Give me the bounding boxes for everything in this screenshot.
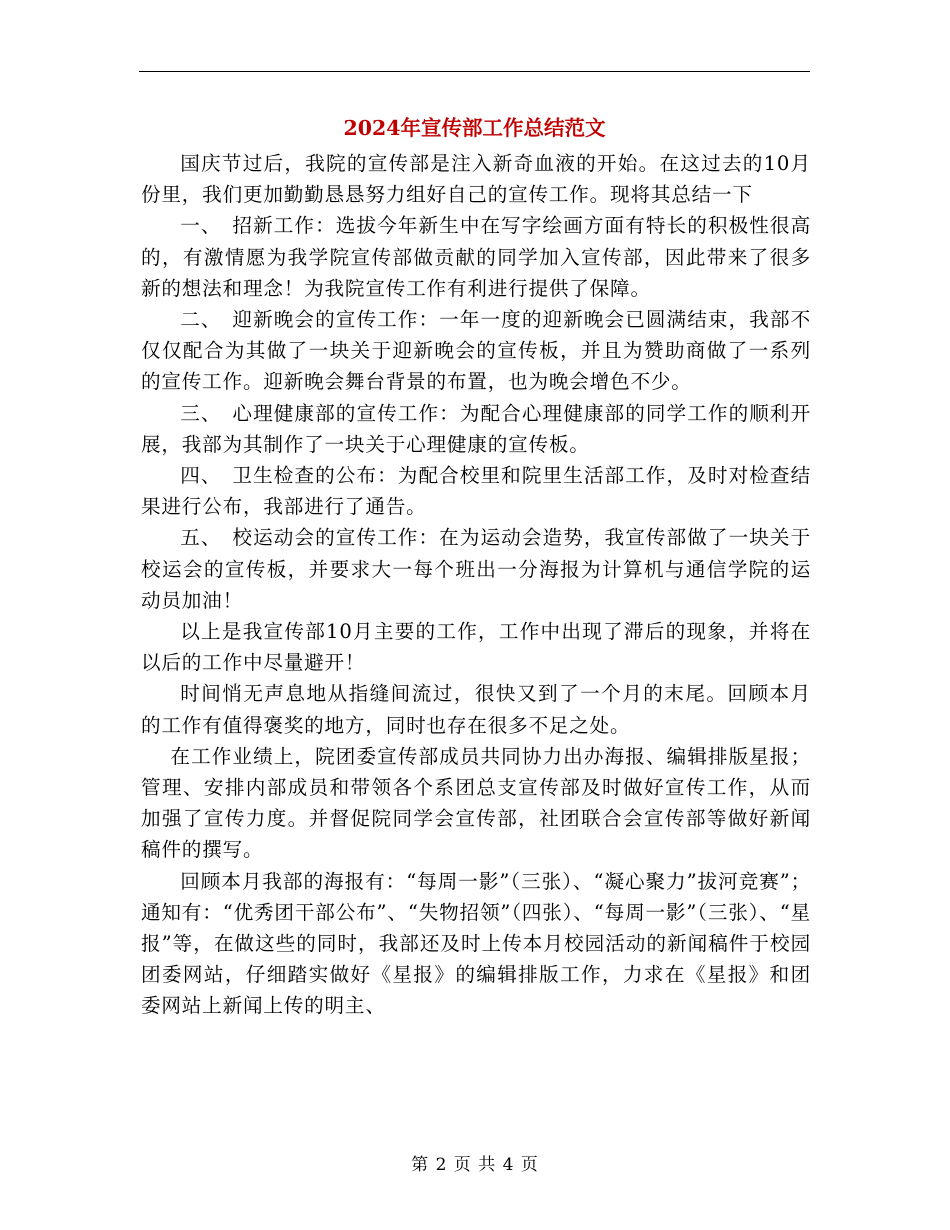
paragraph-item-4: 四、 卫生检查的公布：为配合校里和院里生活部工作，及时对检查结果进行公布，我部进行了通告。: [141, 464, 811, 519]
paragraph-review: 时间悄无声息地从指缝间流过，很快又到了一个月的末尾。回顾本月的工作有值得褒奖的地方，同时也存在很多不足之处。: [141, 682, 811, 737]
paragraph-posters: 回顾本月我部的海报有：“每周一影”（三张）、“凝心聚力”拔河竞赛”；通知有：“优秀团干部公布”、“失物招领”（四张）、“每周一影”（三张）、“星报”等，在做这些的同时，我部还及时上传本月校园活动的新闻稿件于校园团委网站，仔细踏实做好《星报》的编辑排版工作，力求在《星报》和团委网站上新闻上传的明主、: [141, 869, 811, 1018]
paragraph-item-1: 一、 招新工作：选拔今年新生中在写字绘画方面有特长的积极性很高的，有激情愿为我学院宣传部做贡献的同学加入宣传部，因此带来了很多新的想法和理念！为我院宣传工作有利进行提供了保障。: [141, 214, 811, 300]
paragraph-intro: 国庆节过后，我院的宣传部是注入新奇血液的开始。在这过去的10月份里，我们更加勤勤恳恳努力组好自己的宣传工作。现将其总结一下: [141, 152, 811, 207]
paragraph-item-3: 三、 心理健康部的宣传工作：为配合心理健康部的同学工作的顺利开展，我部为其制作了一块关于心理健康的宣传板。: [141, 401, 811, 456]
paragraph-item-5: 五、 校运动会的宣传工作：在为运动会造势，我宣传部做了一块关于校运会的宣传板，并要求大一每个班出一分海报为计算机与通信学院的运动员加油！: [141, 526, 811, 612]
page-footer: 第 2 页 共 4 页: [411, 1155, 539, 1175]
paragraph-item-2: 二、 迎新晚会的宣传工作：一年一度的迎新晚会已圆满结束，我部不仅仅配合为其做了一块关于迎新晚会的宣传板，并且为赞助商做了一系列的宣传工作。迎新晚会舞台背景的布置，也为晚会增色不少。: [141, 308, 811, 394]
paragraph-summary: 以上是我宣传部10月主要的工作，工作中出现了滞后的现象，并将在以后的工作中尽量避开！: [141, 620, 811, 675]
header-rule: [139, 71, 810, 72]
document-body: [141, 148, 811, 1022]
paragraph-achievements: 在工作业绩上，院团委宣传部成员共同协力出办海报、编辑排版星报；管理、安排内部成员和带领各个系团总支宣传部及时做好宣传工作，从而加强了宣传力度。并督促院同学会宣传部，社团联合会宣传部等做好新闻稿件的撰写。: [141, 744, 811, 862]
document-title: 2024年宣传部工作总结范文: [343, 116, 606, 140]
